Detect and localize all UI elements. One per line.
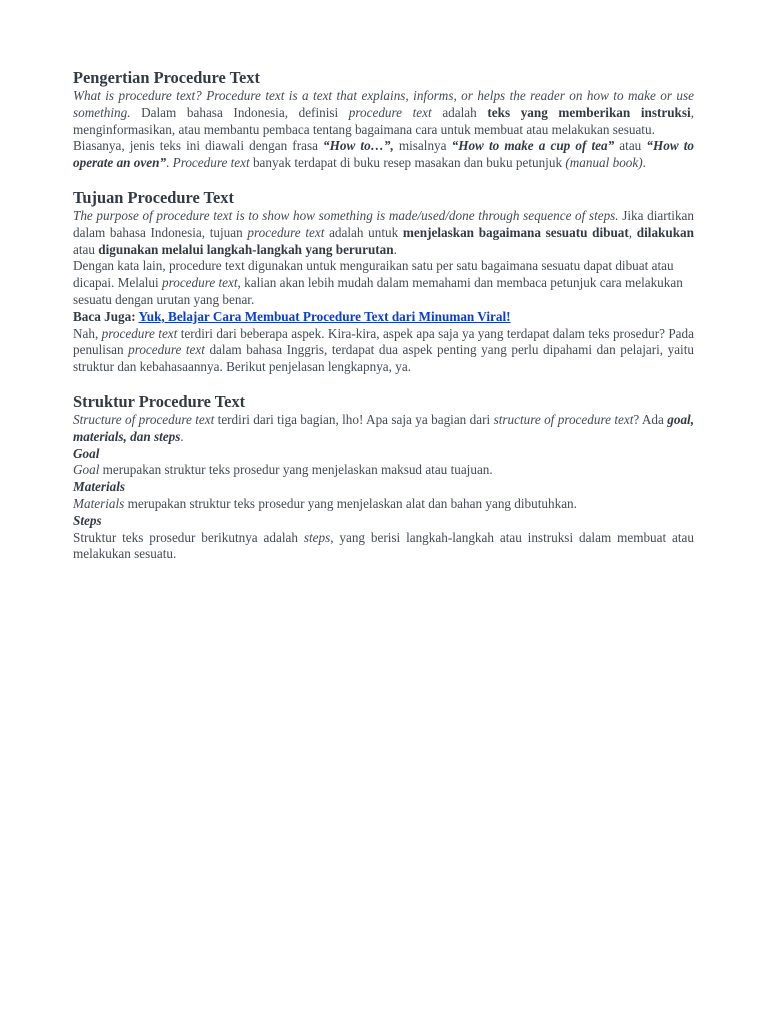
paragraph-steps — [73, 530, 694, 564]
paragraph-aspects — [73, 326, 694, 376]
text: Biasanya, jenis teks ini diawali dengan frasa — [73, 138, 324, 154]
english-definition: What is procedure text? Procedure text is a text that explains, informs, or helps the reader on how to make or use something. — [73, 88, 694, 120]
text: ? Ada — [633, 411, 668, 427]
term: procedure text — [247, 224, 325, 240]
text: misalnya — [393, 138, 452, 154]
document-page — [73, 68, 694, 563]
term: procedure text — [161, 275, 238, 291]
term: procedure text — [348, 104, 432, 120]
emphasis: menjelaskan bagaimana sesuatu dibuat — [402, 224, 629, 240]
term: structure of procedure text — [493, 411, 634, 427]
emphasis: dilakukan — [636, 224, 694, 240]
term: (manual book) — [565, 155, 643, 171]
text: atau — [73, 241, 99, 257]
text: , yang berisi langkah-langkah atau instruksi dalam membuat atau melakukan sesuatu. — [73, 529, 695, 562]
paragraph-other-words — [73, 258, 694, 308]
term: procedure text — [101, 325, 178, 341]
term: Procedure text — [172, 155, 250, 171]
text: , — [628, 224, 637, 240]
subheading-steps: Steps — [73, 512, 102, 528]
text: banyak terdapat di buku resep masakan dan buku petunjuk — [249, 155, 566, 171]
text: terdiri dari beberapa aspek. Kira-kira, aspek apa saja ya yang terdapat dalam teks prosedur? Pada penulisan — [73, 325, 694, 358]
paragraph-materials — [73, 496, 694, 513]
emphasis: teks yang memberikan instruksi — [487, 104, 691, 120]
term: Materials — [73, 495, 125, 511]
text: merupakan struktur teks prosedur yang menjelaskan maksud atau tuajuan. — [99, 462, 493, 478]
text: , kalian akan lebih mudah dalam memahami dan membaca petunjuk cara melakukan sesuatu dengan urutan yang benar. — [73, 275, 683, 307]
paragraph-goal — [73, 462, 694, 479]
term: Structure of procedure text — [73, 411, 215, 427]
text: Jika diartikan dalam bahasa Indonesia, tujuan — [73, 207, 694, 240]
text: Struktur teks prosedur berikutnya adalah — [73, 529, 304, 545]
phrase-oven: “How to operate an oven” — [73, 138, 695, 171]
read-also-label: Baca Juga: — [73, 308, 139, 324]
paragraph-structure — [73, 412, 694, 446]
text: atau — [614, 138, 647, 154]
text: adalah — [431, 104, 488, 120]
text: . — [166, 155, 173, 171]
subheading-materials: Materials — [73, 479, 126, 495]
text: Nah, — [73, 325, 102, 341]
text: . — [393, 241, 397, 257]
read-also — [73, 309, 694, 326]
phrase-how-to: “How to…”, — [323, 138, 394, 154]
term: Goal — [73, 462, 100, 478]
heading-pengertian: Pengertian Procedure Text — [73, 68, 260, 87]
paragraph-phrase — [73, 138, 694, 172]
subheading-goal: Goal — [73, 445, 100, 461]
text: . — [642, 155, 646, 171]
heading-struktur: Struktur Procedure Text — [73, 391, 246, 411]
paragraph-purpose — [73, 208, 694, 258]
term: procedure text — [128, 342, 205, 358]
english-purpose: The purpose of procedure text is to show how something is made/used/done through sequence of steps. — [73, 207, 619, 223]
term: steps — [303, 529, 331, 545]
text: terdiri dari tiga bagian, lho! Apa saja ya bagian dari — [214, 411, 494, 427]
structure-parts: goal, materials, dan steps — [73, 411, 694, 444]
text: Dengan kata lain, procedure text digunakan untuk menguraikan satu per satu bagaimana sesuatu dapat dibuat atau dicapai. Melalui — [73, 258, 674, 291]
text: Dalam bahasa Indonesia, definisi — [130, 104, 349, 120]
text: , menginformasikan, atau membantu pembaca tentang bagaimana cara untuk membuat atau melakukan sesuatu. — [73, 104, 694, 137]
heading-tujuan: Tujuan Procedure Text — [73, 187, 234, 207]
phrase-cup-of-tea: “How to make a cup of tea” — [451, 138, 615, 154]
text: merupakan struktur teks prosedur yang menjelaskan alat dan bahan yang dibutuhkan. — [124, 495, 577, 511]
text: dalam bahasa Inggris, terdapat dua aspek penting yang perlu dipahami dan pelajari, yaitu struktur dan kebahasaannya. Berikut penjelasan lengkapnya, ya. — [73, 342, 694, 375]
read-also-link[interactable]: Yuk, Belajar Cara Membuat Procedure Text dari Minuman Viral! — [138, 308, 511, 324]
emphasis: digunakan melalui langkah-langkah yang berurutan — [98, 241, 394, 257]
paragraph-definition — [73, 88, 694, 138]
text: adalah untuk — [324, 224, 403, 240]
text: . — [180, 428, 184, 444]
